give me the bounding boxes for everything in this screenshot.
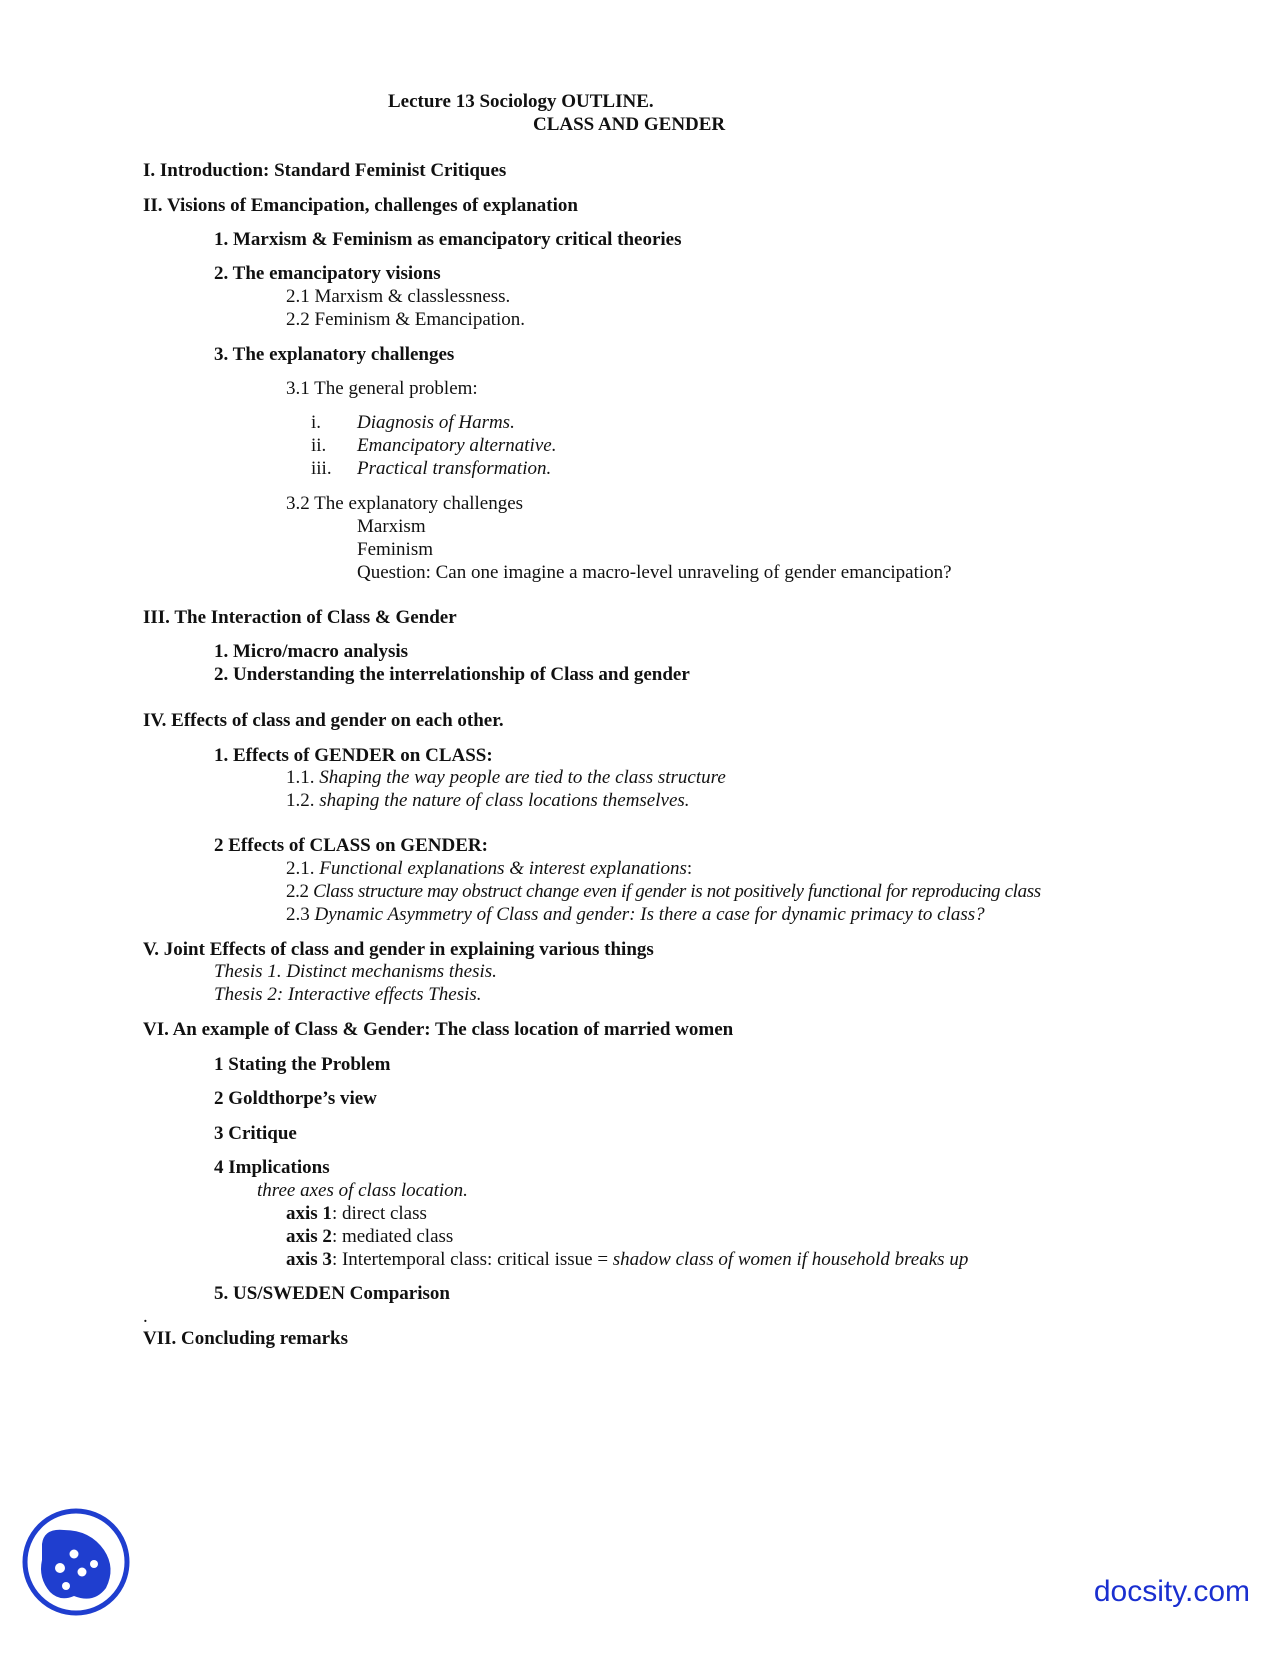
item-number: 1.1.	[286, 767, 315, 788]
section-2-item-3-2: 3.2 The explanatory challenges	[286, 493, 524, 514]
section-6-item-1: 1 Stating the Problem	[214, 1054, 391, 1075]
roman-numeral-3: iii.	[311, 458, 332, 479]
roman-numeral-2: ii.	[311, 435, 327, 456]
section-4-item-2-3	[286, 904, 985, 926]
axis-text: : direct class	[331, 1203, 427, 1224]
section-6-item-2: 2 Goldthorpe’s view	[214, 1088, 377, 1109]
item-tail: :	[686, 858, 693, 879]
section-2-item-2-2: 2.2 Feminism & Emancipation.	[286, 309, 526, 330]
roman-item-1: Diagnosis of Harms.	[357, 412, 515, 433]
section-5-heading: V. Joint Effects of class and gender in explaining various things	[143, 939, 654, 960]
thesis-1: Thesis 1. Distinct mechanisms thesis.	[214, 961, 497, 982]
section-3-item-1: 1. Micro/macro analysis	[214, 641, 409, 662]
section-2-item-2: 2. The emancipatory visions	[214, 263, 441, 284]
section-6-item-3: 3 Critique	[214, 1123, 297, 1144]
challenge-question: Question: Can one imagine a macro-level unraveling of gender emancipation?	[357, 562, 952, 583]
section-2-item-1: 1. Marxism & Feminism as emancipatory critical theories	[214, 229, 682, 250]
item-text: Shaping the way people are tied to the class structure	[319, 767, 726, 788]
axis-label: axis 1	[286, 1203, 332, 1224]
item-text: shaping the nature of class locations themselves.	[319, 790, 690, 811]
section-4-item-2: 2 Effects of CLASS on GENDER:	[214, 835, 488, 856]
challenge-marxism: Marxism	[357, 516, 426, 537]
section-3-item-2: 2. Understanding the interrelationship of Class and gender	[214, 664, 690, 685]
item-number: 1.2.	[286, 790, 315, 811]
brand-text[interactable]: docsity.com	[1093, 1575, 1250, 1608]
stray-dot: .	[143, 1306, 148, 1327]
document-title: Lecture 13 Sociology OUTLINE.	[388, 91, 654, 112]
section-4-item-1: 1. Effects of GENDER on CLASS:	[214, 745, 493, 766]
thesis-2: Thesis 2: Interactive effects Thesis.	[214, 984, 482, 1005]
axis-label: axis 3	[286, 1249, 332, 1270]
axis-text-italic: shadow class of women if household breaks up	[612, 1249, 969, 1270]
axis-2	[286, 1226, 453, 1248]
section-4-item-2-2	[286, 881, 1041, 903]
axis-3	[286, 1249, 968, 1271]
item-text: Class structure may obstruct change even if gender is not positively functional for reproducing class	[313, 881, 1041, 902]
section-2-item-3-1: 3.1 The general problem:	[286, 378, 478, 399]
axis-label: axis 2	[286, 1226, 332, 1247]
item-text: Dynamic Asymmetry of Class and gender: Is there a case for dynamic primacy to class?	[314, 904, 985, 925]
section-4-item-2-1	[286, 858, 692, 880]
section-2-item-2-1: 2.1 Marxism & classlessness.	[286, 286, 511, 307]
docsity-logo-icon	[20, 1506, 132, 1618]
axis-text: : mediated class	[331, 1226, 454, 1247]
section-4-item-1-2	[286, 790, 690, 812]
section-2-item-3: 3. The explanatory challenges	[214, 344, 455, 365]
challenge-feminism: Feminism	[357, 539, 434, 560]
roman-numeral-1: i.	[311, 412, 322, 433]
axis-text: : Intertemporal class: critical issue =	[331, 1249, 613, 1270]
section-3-heading: III. The Interaction of Class & Gender	[143, 607, 457, 628]
item-text: Functional explanations & interest explanations	[319, 858, 687, 879]
section-6-item-4: 4 Implications	[214, 1157, 330, 1178]
axes-intro: three axes of class location.	[257, 1180, 468, 1201]
item-number: 2.1.	[286, 858, 315, 879]
item-number: 2.3	[286, 904, 310, 925]
section-4-item-1-1	[286, 767, 726, 789]
section-1-heading: I. Introduction: Standard Feminist Critiques	[143, 160, 507, 181]
document-subtitle: CLASS AND GENDER	[533, 114, 726, 135]
section-4-heading: IV. Effects of class and gender on each other.	[143, 710, 504, 731]
section-6-item-5: 5. US/SWEDEN Comparison	[214, 1283, 450, 1304]
section-2-heading: II. Visions of Emancipation, challenges of explanation	[143, 195, 578, 216]
axis-1	[286, 1203, 427, 1225]
roman-item-2: Emancipatory alternative.	[357, 435, 557, 456]
item-number: 2.2	[286, 881, 309, 902]
roman-item-3: Practical transformation.	[357, 458, 552, 479]
section-7-heading: VII. Concluding remarks	[143, 1328, 348, 1349]
section-6-heading: VI. An example of Class & Gender: The class location of married women	[143, 1019, 734, 1040]
